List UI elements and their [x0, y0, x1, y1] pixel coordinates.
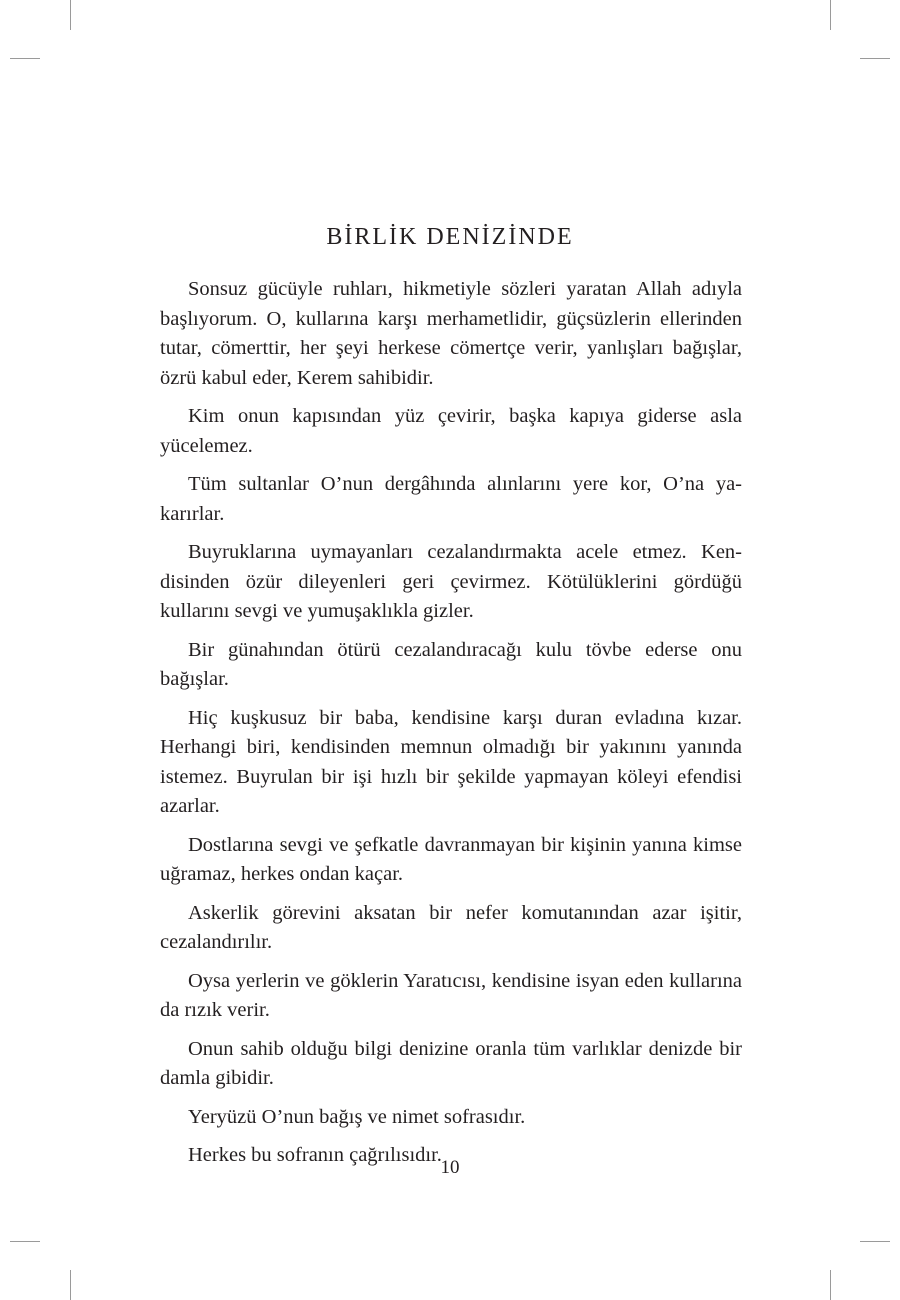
paragraph: Hiç kuşkusuz bir baba, kendisine karşı duran evladına kızar. Herhangi biri, kendisinden memnun olmadığı bir yakınını yanında istemez. Buyrulan bir işi hızlı bir şekilde yapmayan köleyi efendisi azarlar. — [160, 706, 742, 817]
crop-mark-bottom-right-h — [860, 1241, 890, 1242]
crop-mark-top-left — [70, 0, 71, 30]
page-number: 10 — [440, 1157, 460, 1178]
paragraph: Herkes bu sofranın çağrılısıdır. — [188, 1144, 442, 1166]
paragraph: Tüm sultanlar O’nun dergâhında alınlarını yere kor, O’na yakarırlar. — [160, 473, 742, 525]
crop-mark-top-right — [830, 0, 831, 30]
body-text — [160, 275, 742, 1180]
crop-mark-top-right-h — [860, 58, 890, 59]
crop-mark-bottom-right — [830, 1270, 831, 1300]
paragraph: Sonsuz gücüyle ruhları, hikmetiyle sözleri yaratan Allah adıyla başlıyorum. O, kullarına karşı merhametlidir, güçsüzlerin ellerinden tutar, cömerttir, her şeyi herkese cömertçe verir, yanlışları bağışlar, özrü kabul eder, Kerem sahibidir. — [160, 278, 742, 389]
paragraph: Oysa yerlerin ve göklerin Yaratıcısı, kendisine isyan eden kullarına da rızık verir. — [160, 969, 742, 1021]
crop-mark-top-left-h — [10, 58, 40, 59]
paragraph: Bir günahından ötürü cezalandıracağı kulu tövbe ederse onu bağışlar. — [160, 638, 742, 690]
crop-mark-bottom-left — [70, 1270, 71, 1300]
paragraph: Dostlarına sevgi ve şefkatle davranmayan bir kişinin yanına kimse uğramaz, herkes ondan kaçar. — [160, 833, 742, 885]
paragraph: Kim onun kapısından yüz çevirir, başka kapıya giderse asla yücelemez. — [160, 405, 742, 457]
paragraph: Askerlik görevini aksatan bir nefer komutanından azar işitir, cezalandırılır. — [160, 901, 742, 953]
crop-mark-bottom-left-h — [10, 1241, 40, 1242]
paragraph: Buyruklarına uymayanları cezalandırmakta acele etmez. Kendisinden özür dileyenleri geri çevirmez. Kötülüklerini gördüğü kullarını sevgi ve yumuşaklıkla gizler. — [160, 541, 742, 622]
paragraph: Onun sahib olduğu bilgi denizine oranla tüm varlıklar denizde bir damla gibidir. — [160, 1037, 742, 1089]
paragraph: Yeryüzü O’nun bağış ve nimet sofrasıdır. — [188, 1105, 526, 1128]
chapter-title: BİRLİK DENİZİNDE — [326, 224, 574, 250]
